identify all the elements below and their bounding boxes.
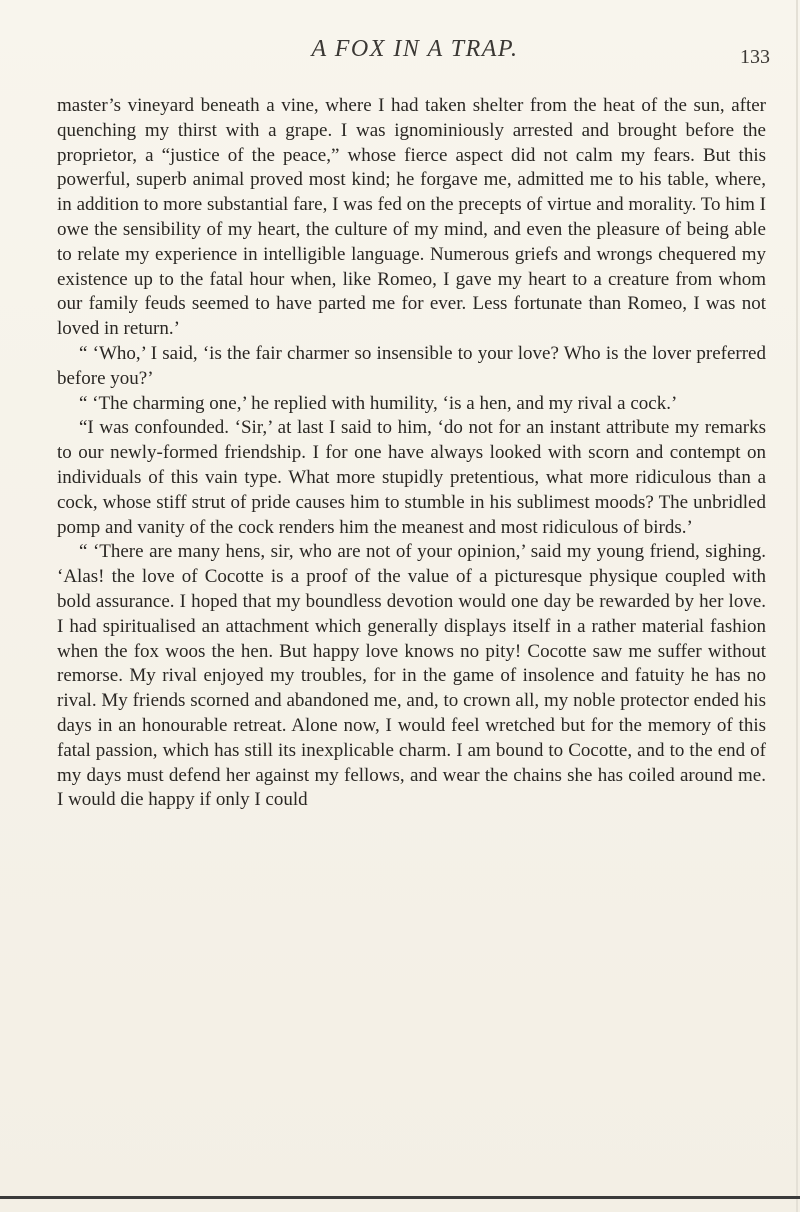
body-text xyxy=(57,94,766,813)
paragraph: “ ‘Who,’ I said, ‘is the fair charmer so insensible to your love? Who is the lover preferred before you?’ xyxy=(57,342,766,389)
paragraph: “ ‘There are many hens, sir, who are not of your opinion,’ said my young friend, sighing. ‘Alas! the love of Cocotte is a proof of the value of a picturesque physique coupled with bold assurance. I hoped that my boundless devotion would one day be rewarded by her love. I had spiritualised an attachment which generally displays itself in a rather material fashion when the fox woos the hen. But happy love knows no pity! Cocotte saw me suffer without remorse. My rival enjoyed my troubles, for in the game of insolence and fatuity he has no rival. My friends scorned and abandoned me, and, to crown all, my noble protector ended his days in an honourable retreat. Alone now, I would feel wretched but for the memory of this fatal passion, which has still its inexplicable charm. I am bound to Cocotte, and to the end of my days must defend her against my fellows, and wear the chains she has coiled around me. I would die happy if only I could xyxy=(57,541,766,811)
paragraph: master’s vineyard beneath a vine, where I had taken shelter from the heat of the sun, after quenching my thirst with a grape. I was ignominiously arrested and brought before the proprietor, a “justice of the peace,” whose fierce aspect did not calm my fears. But this powerful, superb animal proved most kind; he forgave me, admitted me to his table, where, in addition to more substantial fare, I was fed on the precepts of virtue and morality. To him I owe the sensibility of my heart, the culture of my mind, and even the pleasure of being able to relate my experience in intelligible language. Numerous griefs and wrongs chequered my existence up to the fatal hour when, like Romeo, I gave my heart to a creature from whom our family feuds seemed to have parted me for ever. Less fortunate than Romeo, I was not loved in return.’ xyxy=(57,95,766,340)
page-header xyxy=(60,36,770,76)
bottom-rule xyxy=(0,1196,800,1199)
page-number: 133 xyxy=(740,46,770,68)
page-edge xyxy=(796,0,798,1212)
paragraph: “I was confounded. ‘Sir,’ at last I said to him, ‘do not for an instant attribute my remarks to our newly-formed friendship. I for one have always looked with scorn and contempt on individuals of this vain type. What more stupidly pretentious, what more ridiculous than a cock, whose stiff strut of pride causes him to stumble in his sublimest moods? The unbridled pomp and vanity of the cock renders him the meanest and most ridiculous of birds.’ xyxy=(57,417,766,538)
paragraph: “ ‘The charming one,’ he replied with humility, ‘is a hen, and my rival a cock.’ xyxy=(79,392,678,414)
running-head: A FOX IN A TRAP. xyxy=(311,36,519,62)
